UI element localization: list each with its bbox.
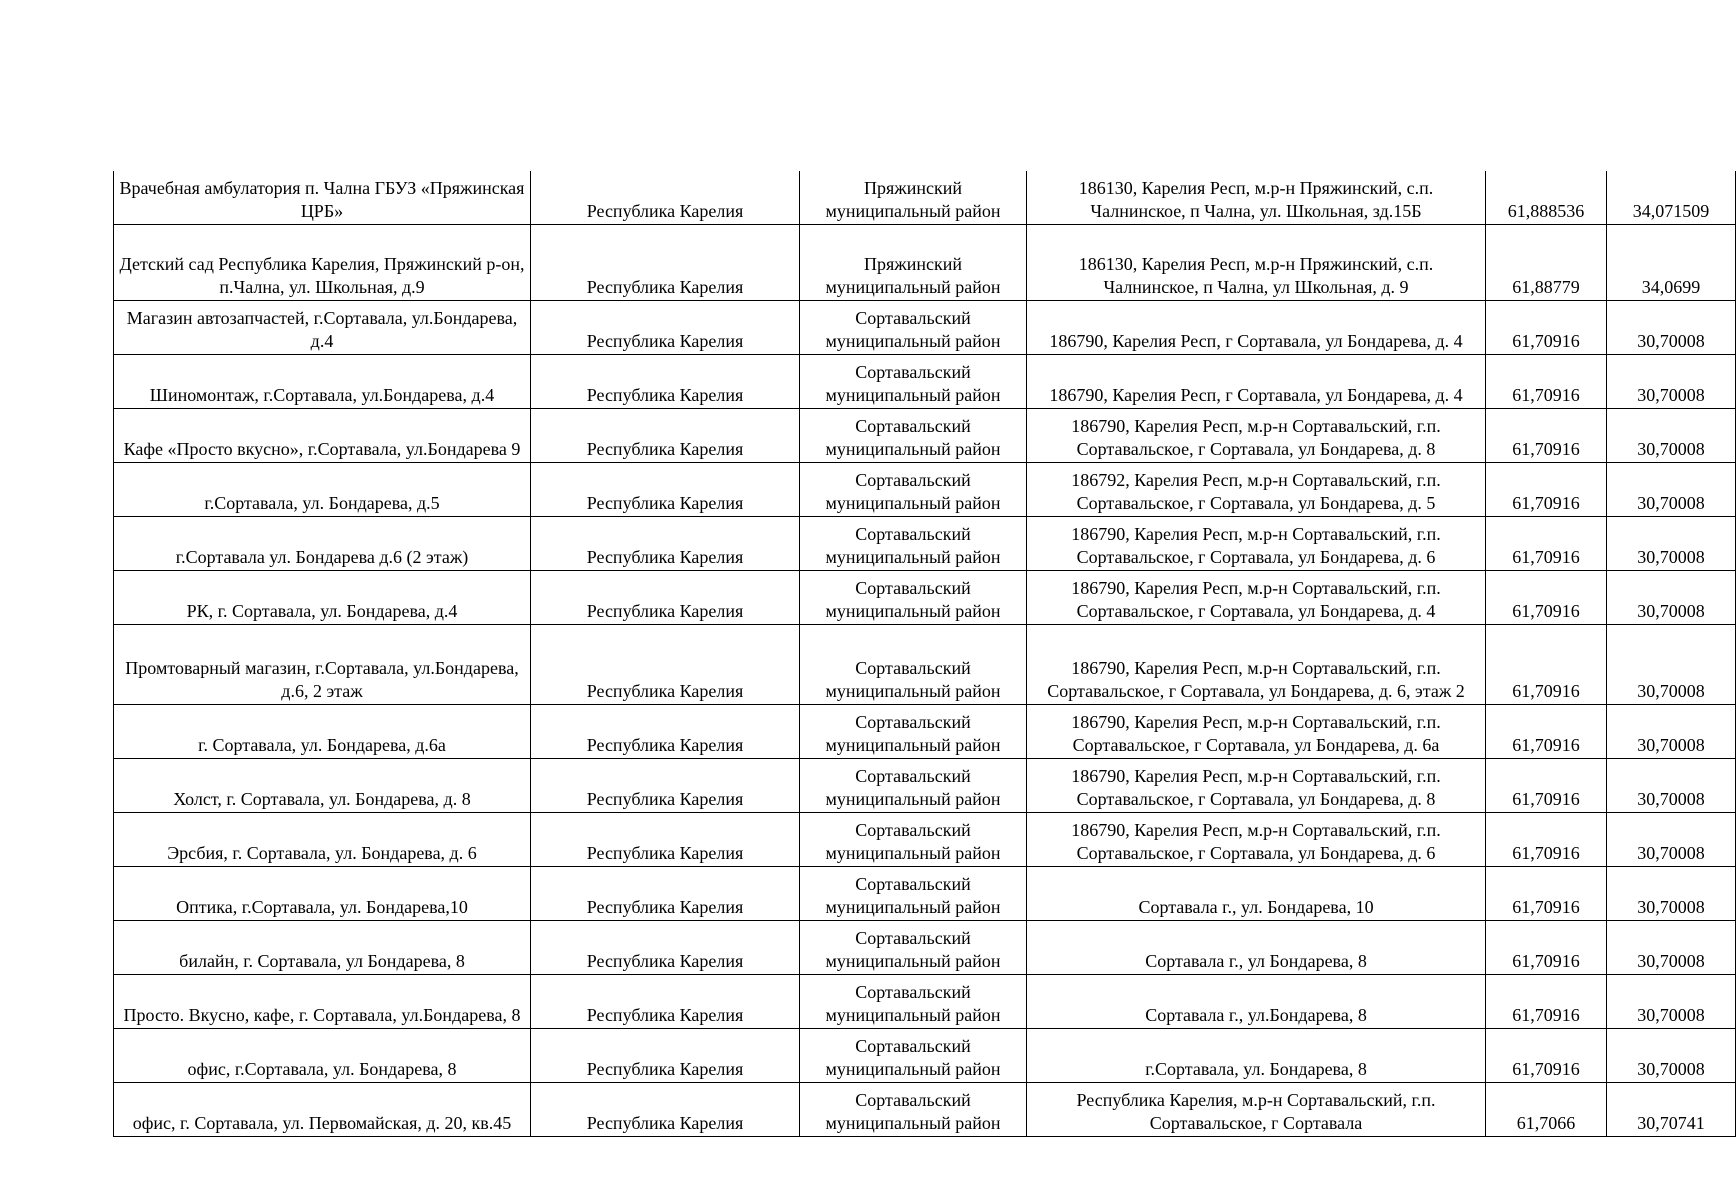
object-name-cell: Холст, г. Сортавала, ул. Бондарева, д. 8 [114,759,531,813]
address-cell: 186790, Карелия Респ, м.р-н Сортавальский, г.п. Сортавальское, г Сортавала, ул Бондарева, д. 8 [1027,409,1486,463]
district-cell: Сортавальский муниципальный район [800,921,1027,975]
address-cell: 186790, Карелия Респ, м.р-н Сортавальский, г.п. Сортавальское, г Сортавала, ул Бондарева, д. 4 [1027,571,1486,625]
latitude-cell: 61,70916 [1486,625,1607,705]
latitude-cell: 61,70916 [1486,975,1607,1029]
object-name-cell: г. Сортавала, ул. Бондарева, д.6а [114,705,531,759]
latitude-cell: 61,888536 [1486,171,1607,225]
table-row [114,813,1736,867]
region-cell: Республика Карелия [531,867,800,921]
longitude-cell: 30,70008 [1607,921,1736,975]
address-cell: 186790, Карелия Респ, м.р-н Сортавальский, г.п. Сортавальское, г Сортавала, ул Бондарева, д. 6 [1027,813,1486,867]
district-cell: Сортавальский муниципальный район [800,355,1027,409]
region-cell: Республика Карелия [531,355,800,409]
address-cell: Сортавала г., ул Бондарева, 8 [1027,921,1486,975]
latitude-cell: 61,70916 [1486,813,1607,867]
table-row [114,571,1736,625]
longitude-cell: 30,70008 [1607,705,1736,759]
table-row [114,705,1736,759]
region-cell: Республика Карелия [531,463,800,517]
longitude-cell: 30,70008 [1607,355,1736,409]
latitude-cell: 61,70916 [1486,517,1607,571]
latitude-cell: 61,70916 [1486,705,1607,759]
latitude-cell: 61,70916 [1486,867,1607,921]
latitude-cell: 61,70916 [1486,409,1607,463]
latitude-cell: 61,7066 [1486,1083,1607,1137]
object-name-cell: Оптика, г.Сортавала, ул. Бондарева,10 [114,867,531,921]
address-cell: 186790, Карелия Респ, м.р-н Сортавальский, г.п. Сортавальское, г Сортавала, ул Бондарева, д. 6, этаж 2 [1027,625,1486,705]
object-name-cell: г.Сортавала, ул. Бондарева, д.5 [114,463,531,517]
district-cell: Сортавальский муниципальный район [800,517,1027,571]
table-row [114,463,1736,517]
region-cell: Республика Карелия [531,1083,800,1137]
district-cell: Сортавальский муниципальный район [800,571,1027,625]
district-cell: Сортавальский муниципальный район [800,975,1027,1029]
object-name-cell: Эрсбия, г. Сортавала, ул. Бондарева, д. 6 [114,813,531,867]
address-cell: Сортавала г., ул. Бондарева, 10 [1027,867,1486,921]
table-row [114,225,1736,301]
table-row [114,301,1736,355]
district-cell: Сортавальский муниципальный район [800,867,1027,921]
latitude-cell: 61,70916 [1486,463,1607,517]
table-row [114,355,1736,409]
object-name-cell: Детский сад Республика Карелия, Пряжинский р-он, п.Чална, ул. Школьная, д.9 [114,225,531,301]
latitude-cell: 61,70916 [1486,921,1607,975]
region-cell: Республика Карелия [531,571,800,625]
longitude-cell: 30,70008 [1607,1029,1736,1083]
table-row [114,867,1736,921]
object-name-cell: Промтоварный магазин, г.Сортавала, ул.Бондарева, д.6, 2 этаж [114,625,531,705]
region-cell: Республика Карелия [531,975,800,1029]
address-cell: 186790, Карелия Респ, г Сортавала, ул Бондарева, д. 4 [1027,355,1486,409]
region-cell: Республика Карелия [531,705,800,759]
region-cell: Республика Карелия [531,813,800,867]
region-cell: Республика Карелия [531,1029,800,1083]
district-cell: Пряжинский муниципальный район [800,171,1027,225]
latitude-cell: 61,88779 [1486,225,1607,301]
region-cell: Республика Карелия [531,225,800,301]
address-table [113,171,1736,1137]
address-cell: г.Сортавала, ул. Бондарева, 8 [1027,1029,1486,1083]
address-cell: Сортавала г., ул.Бондарева, 8 [1027,975,1486,1029]
address-cell: 186130, Карелия Респ, м.р-н Пряжинский, с.п. Чалнинское, п Чална, ул. Школьная, зд.15Б [1027,171,1486,225]
object-name-cell: РК, г. Сортавала, ул. Бондарева, д.4 [114,571,531,625]
address-cell: 186792, Карелия Респ, м.р-н Сортавальский, г.п. Сортавальское, г Сортавала, ул Бондарева, д. 5 [1027,463,1486,517]
longitude-cell: 30,70008 [1607,975,1736,1029]
table-row [114,409,1736,463]
latitude-cell: 61,70916 [1486,1029,1607,1083]
latitude-cell: 61,70916 [1486,355,1607,409]
table-row [114,625,1736,705]
district-cell: Сортавальский муниципальный район [800,1029,1027,1083]
table-row [114,1083,1736,1137]
longitude-cell: 30,70008 [1607,625,1736,705]
longitude-cell: 30,70008 [1607,463,1736,517]
address-cell: 186790, Карелия Респ, м.р-н Сортавальский, г.п. Сортавальское, г Сортавала, ул Бондарева, д. 6а [1027,705,1486,759]
longitude-cell: 34,071509 [1607,171,1736,225]
region-cell: Республика Карелия [531,517,800,571]
district-cell: Сортавальский муниципальный район [800,813,1027,867]
longitude-cell: 30,70008 [1607,517,1736,571]
region-cell: Республика Карелия [531,171,800,225]
object-name-cell: Шиномонтаж, г.Сортавала, ул.Бондарева, д.4 [114,355,531,409]
longitude-cell: 30,70008 [1607,409,1736,463]
longitude-cell: 30,70008 [1607,813,1736,867]
table-row [114,517,1736,571]
table-row [114,975,1736,1029]
district-cell: Пряжинский муниципальный район [800,225,1027,301]
longitude-cell: 30,70741 [1607,1083,1736,1137]
object-name-cell: Кафе «Просто вкусно», г.Сортавала, ул.Бондарева 9 [114,409,531,463]
address-cell: 186790, Карелия Респ, м.р-н Сортавальский, г.п. Сортавальское, г Сортавала, ул Бондарева, д. 6 [1027,517,1486,571]
region-cell: Республика Карелия [531,625,800,705]
object-name-cell: г.Сортавала ул. Бондарева д.6 (2 этаж) [114,517,531,571]
district-cell: Сортавальский муниципальный район [800,705,1027,759]
object-name-cell: офис, г. Сортавала, ул. Первомайская, д. 20, кв.45 [114,1083,531,1137]
district-cell: Сортавальский муниципальный район [800,301,1027,355]
table-row [114,921,1736,975]
table-row [114,759,1736,813]
address-cell: 186790, Карелия Респ, м.р-н Сортавальский, г.п. Сортавальское, г Сортавала, ул Бондарева, д. 8 [1027,759,1486,813]
district-cell: Сортавальский муниципальный район [800,759,1027,813]
object-name-cell: офис, г.Сортавала, ул. Бондарева, 8 [114,1029,531,1083]
address-cell: 186130, Карелия Респ, м.р-н Пряжинский, с.п. Чалнинское, п Чална, ул Школьная, д. 9 [1027,225,1486,301]
latitude-cell: 61,70916 [1486,759,1607,813]
longitude-cell: 34,0699 [1607,225,1736,301]
district-cell: Сортавальский муниципальный район [800,625,1027,705]
object-name-cell: билайн, г. Сортавала, ул Бондарева, 8 [114,921,531,975]
district-cell: Сортавальский муниципальный район [800,409,1027,463]
longitude-cell: 30,70008 [1607,759,1736,813]
object-name-cell: Врачебная амбулатория п. Чална ГБУЗ «Пряжинская ЦРБ» [114,171,531,225]
address-table-body [114,171,1736,1137]
latitude-cell: 61,70916 [1486,301,1607,355]
longitude-cell: 30,70008 [1607,571,1736,625]
region-cell: Республика Карелия [531,301,800,355]
address-cell: Республика Карелия, м.р-н Сортавальский, г.п. Сортавальское, г Сортавала [1027,1083,1486,1137]
region-cell: Республика Карелия [531,759,800,813]
district-cell: Сортавальский муниципальный район [800,1083,1027,1137]
address-cell: 186790, Карелия Респ, г Сортавала, ул Бондарева, д. 4 [1027,301,1486,355]
object-name-cell: Магазин автозапчастей, г.Сортавала, ул.Бондарева, д.4 [114,301,531,355]
district-cell: Сортавальский муниципальный район [800,463,1027,517]
region-cell: Республика Карелия [531,409,800,463]
longitude-cell: 30,70008 [1607,301,1736,355]
object-name-cell: Просто. Вкусно, кафе, г. Сортавала, ул.Бондарева, 8 [114,975,531,1029]
longitude-cell: 30,70008 [1607,867,1736,921]
region-cell: Республика Карелия [531,921,800,975]
latitude-cell: 61,70916 [1486,571,1607,625]
table-row [114,171,1736,225]
table-row [114,1029,1736,1083]
